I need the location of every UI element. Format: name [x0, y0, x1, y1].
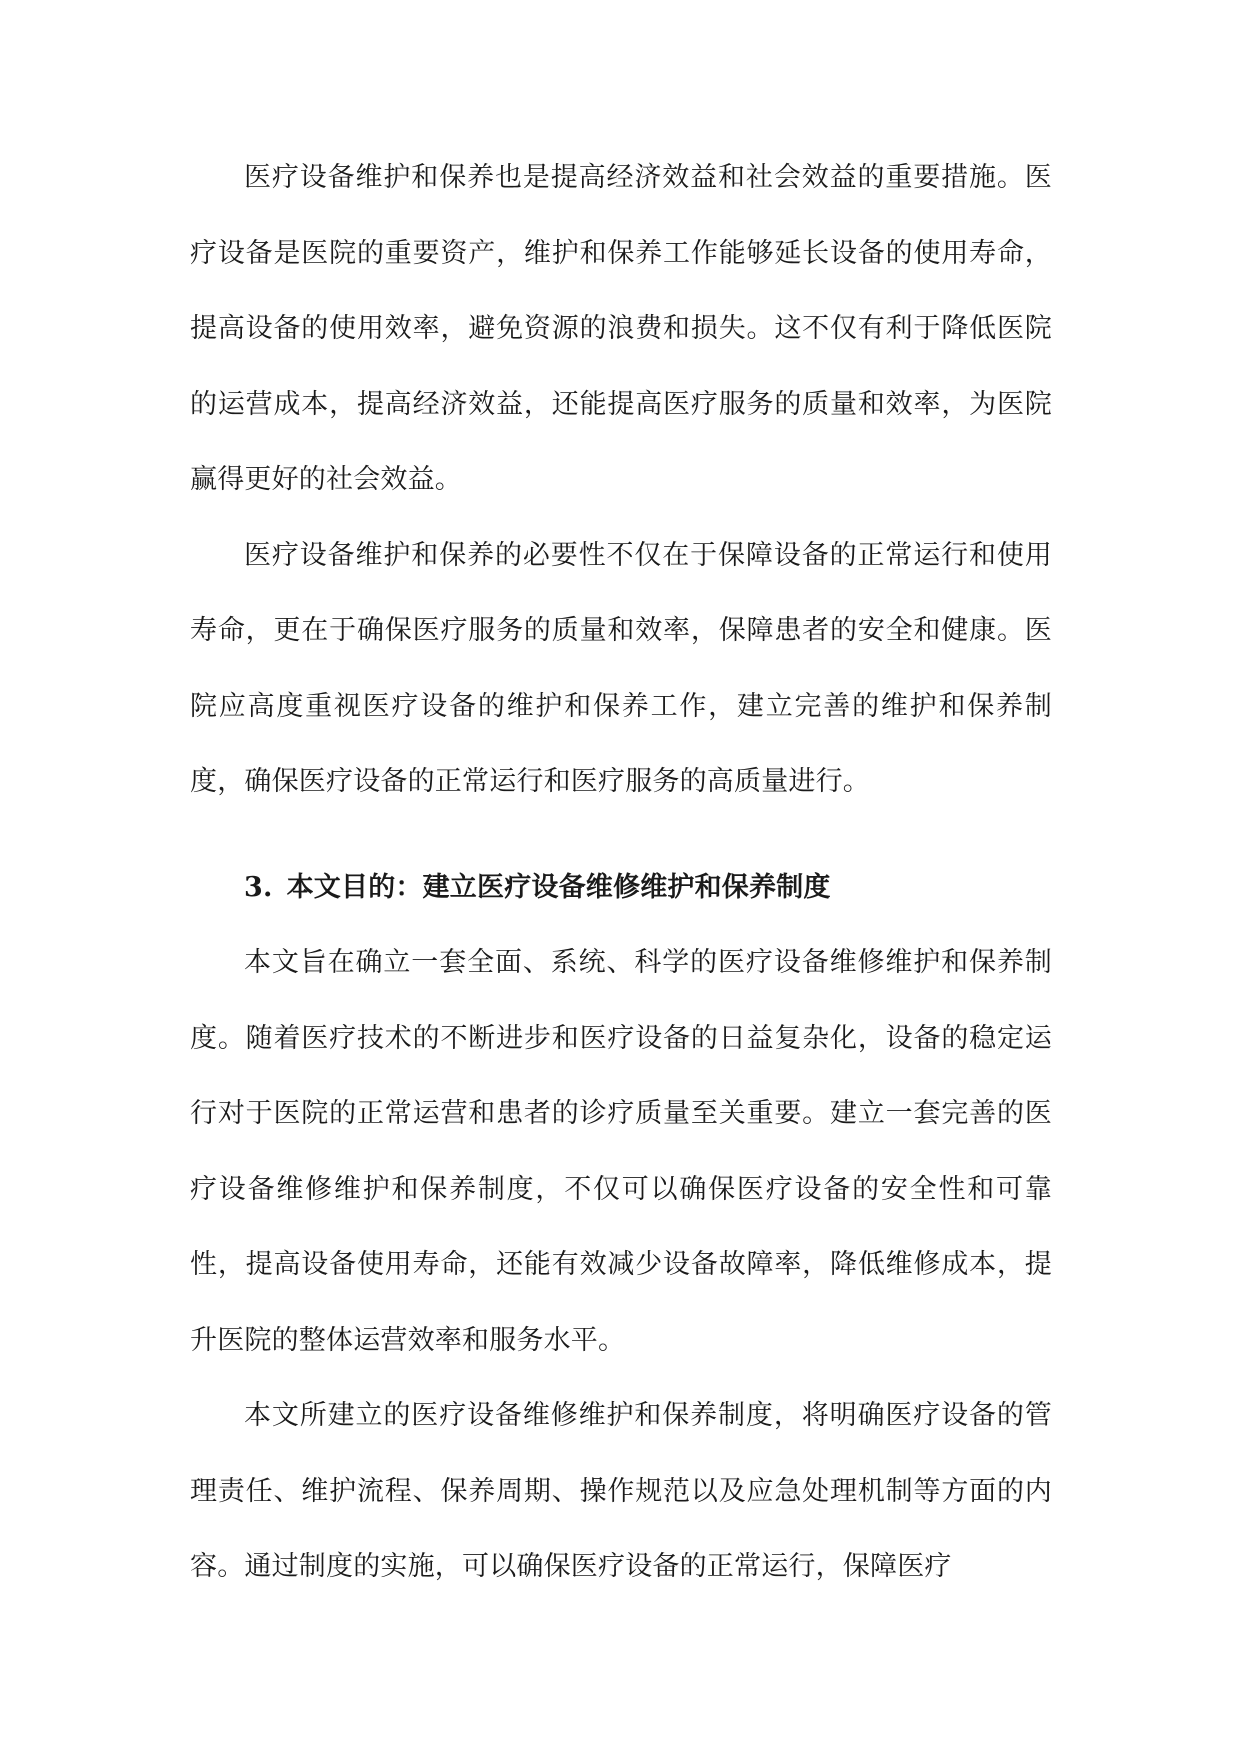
paragraph-maintenance-necessity: 医疗设备维护和保养的必要性不仅在于保障设备的正常运行和使用寿命，更在于确保医疗服务的质量和效率，保障患者的安全和健康。医院应高度重视医疗设备的维护和保养工作，建立完善的维护和保养制度，确保医疗设备的正常运行和医疗服务的高质量进行。: [190, 539, 1052, 797]
paragraph-purpose: 本文旨在确立一套全面、系统、科学的医疗设备维修维护和保养制度。随着医疗技术的不断进步和医疗设备的日益复杂化，设备的稳定运行对于医院的正常运营和患者的诊疗质量至关重要。建立一套完善的医疗设备维修维护和保养制度，不仅可以确保医疗设备的安全性和可靠性，提高设备使用寿命，还能有效减少设备故障率，降低维修成本，提升医院的整体运营效率和服务水平。: [190, 947, 1052, 1356]
paragraph-system-content: 本文所建立的医疗设备维修维护和保养制度，将明确医疗设备的管理责任、维护流程、保养周期、操作规范以及应急处理机制等方面的内容。通过制度的实施，可以确保医疗设备的正常运行，保障医疗: [190, 1400, 1052, 1582]
section-number: 3.: [244, 871, 273, 903]
document-body: [190, 140, 1052, 1605]
paragraph-economic-benefits: 医疗设备维护和保养也是提高经济效益和社会效益的重要措施。医疗设备是医院的重要资产，维护和保养工作能够延长设备的使用寿命，提高设备的使用效率，避免资源的浪费和损失。这不仅有利于降低医院的运营成本，提高经济效益，还能提高医疗服务的质量和效率，为医院赢得更好的社会效益。: [190, 162, 1052, 495]
section-title: 本文目的：建立医疗设备维修维护和保养制度: [286, 871, 831, 903]
section-heading: [190, 850, 1052, 926]
